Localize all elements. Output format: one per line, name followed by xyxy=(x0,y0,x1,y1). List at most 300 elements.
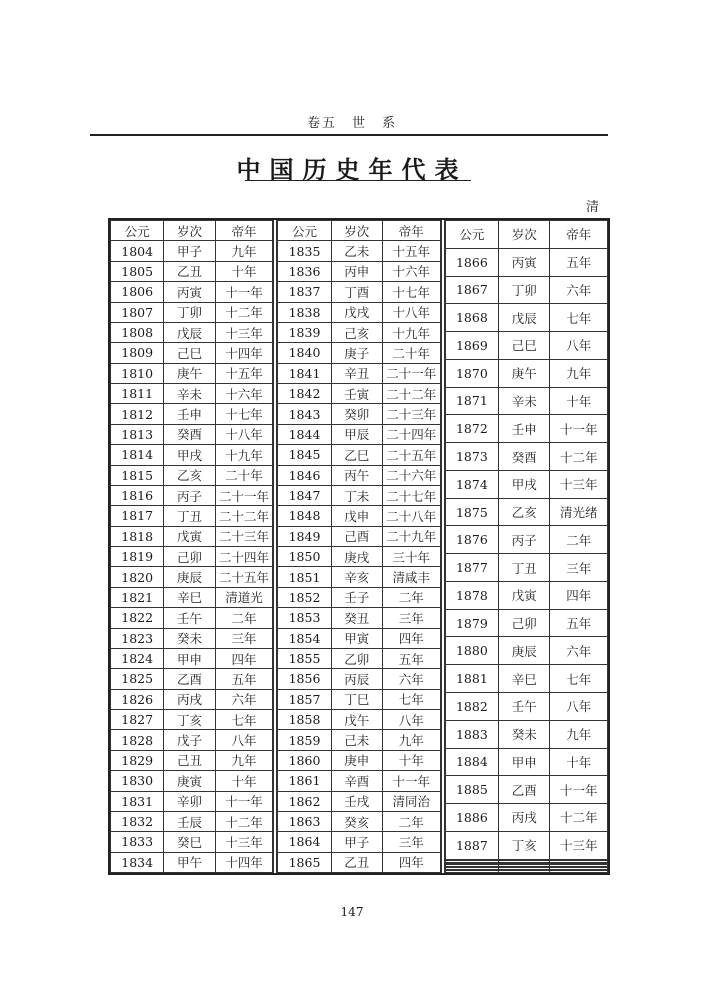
sui-cell: 甲申 xyxy=(164,648,215,668)
reign-cell: 十三年 xyxy=(550,470,608,498)
sui-cell: 戊申 xyxy=(331,506,382,526)
table-row xyxy=(278,791,440,811)
table-row xyxy=(445,526,607,554)
reign-cell: 十一年 xyxy=(550,415,608,443)
year-cell: 1807 xyxy=(111,302,164,322)
year-cell: 1872 xyxy=(445,415,498,443)
reign-cell: 十五年 xyxy=(215,363,273,383)
sui-cell: 甲子 xyxy=(164,241,215,261)
reign-cell: 六年 xyxy=(550,276,608,304)
table-row xyxy=(278,343,440,363)
table-row xyxy=(278,771,440,791)
chronology-table xyxy=(108,218,610,875)
reign-cell: 三年 xyxy=(550,554,608,582)
column-header: 帝年 xyxy=(382,221,440,241)
table-row xyxy=(445,498,607,526)
column-header: 公元 xyxy=(445,221,498,249)
table-row xyxy=(111,730,273,750)
reign-cell: 二十四年 xyxy=(382,424,440,444)
year-cell: 1869 xyxy=(445,332,498,360)
year-cell: 1819 xyxy=(111,547,164,567)
sui-cell: 癸卯 xyxy=(331,404,382,424)
sui-cell: 甲戌 xyxy=(164,445,215,465)
year-cell: 1808 xyxy=(111,322,164,342)
sui-cell: 乙亥 xyxy=(499,498,550,526)
year-cell: 1868 xyxy=(445,304,498,332)
table-row xyxy=(278,730,440,750)
reign-cell: 四年 xyxy=(382,852,440,872)
sui-cell: 壬午 xyxy=(499,693,550,721)
sui-cell: 庚午 xyxy=(164,363,215,383)
year-cell: 1877 xyxy=(445,554,498,582)
reign-cell: 十六年 xyxy=(382,261,440,281)
sui-cell: 乙丑 xyxy=(164,261,215,281)
sui-cell: 戊辰 xyxy=(499,304,550,332)
column-header: 帝年 xyxy=(215,221,273,241)
sui-cell: 戊子 xyxy=(164,730,215,750)
year-cell: 1809 xyxy=(111,343,164,363)
reign-cell: 五年 xyxy=(550,248,608,276)
table-row xyxy=(278,485,440,505)
table-row xyxy=(111,485,273,505)
table-row xyxy=(278,465,440,485)
reign-cell: 十二年 xyxy=(215,811,273,831)
table-row xyxy=(278,811,440,831)
year-cell: 1830 xyxy=(111,771,164,791)
reign-cell: 九年 xyxy=(550,359,608,387)
year-cell: 1851 xyxy=(278,567,331,587)
reign-cell: 二年 xyxy=(215,608,273,628)
reign-cell: 清光绪 xyxy=(550,498,608,526)
sui-cell: 壬戌 xyxy=(331,791,382,811)
sui-cell: 乙卯 xyxy=(331,648,382,668)
table-row xyxy=(445,748,607,776)
year-cell xyxy=(445,871,498,873)
reign-cell: 十九年 xyxy=(215,445,273,465)
year-cell: 1826 xyxy=(111,689,164,709)
reign-cell: 二十九年 xyxy=(382,526,440,546)
reign-cell: 十六年 xyxy=(215,384,273,404)
table-row xyxy=(111,852,273,872)
table-row xyxy=(278,669,440,689)
year-cell: 1811 xyxy=(111,384,164,404)
year-cell: 1817 xyxy=(111,506,164,526)
year-cell: 1832 xyxy=(111,811,164,831)
sui-cell: 丙午 xyxy=(331,465,382,485)
reign-cell: 十年 xyxy=(215,261,273,281)
year-cell: 1846 xyxy=(278,465,331,485)
sui-cell: 己丑 xyxy=(164,750,215,770)
column-header: 公元 xyxy=(278,221,331,241)
reign-cell: 八年 xyxy=(550,693,608,721)
reign-cell xyxy=(550,871,608,873)
table-row xyxy=(278,832,440,852)
table-row xyxy=(445,332,607,360)
table-row xyxy=(278,282,440,302)
table-row xyxy=(111,771,273,791)
table-row xyxy=(445,720,607,748)
sui-cell: 甲寅 xyxy=(331,628,382,648)
year-cell: 1825 xyxy=(111,669,164,689)
table-row xyxy=(278,689,440,709)
table-row xyxy=(278,424,440,444)
reign-cell: 十三年 xyxy=(215,832,273,852)
table-row xyxy=(278,852,440,872)
table-row xyxy=(445,443,607,471)
reign-cell: 九年 xyxy=(215,750,273,770)
column-header: 岁次 xyxy=(164,221,215,241)
year-cell: 1850 xyxy=(278,547,331,567)
year-cell: 1866 xyxy=(445,248,498,276)
year-cell: 1862 xyxy=(278,791,331,811)
year-cell: 1867 xyxy=(445,276,498,304)
sui-cell: 戊寅 xyxy=(164,526,215,546)
dynasty-label: 清 xyxy=(586,200,600,215)
reign-cell: 清咸丰 xyxy=(382,567,440,587)
sui-cell: 己卯 xyxy=(164,547,215,567)
column-header: 岁次 xyxy=(331,221,382,241)
reign-cell: 二年 xyxy=(382,587,440,607)
table-row xyxy=(111,567,273,587)
year-cell: 1823 xyxy=(111,628,164,648)
table-row xyxy=(445,470,607,498)
reign-cell: 十四年 xyxy=(215,852,273,872)
sui-cell: 己巳 xyxy=(499,332,550,360)
sui-cell: 壬午 xyxy=(164,608,215,628)
page-number: 147 xyxy=(340,905,364,919)
year-cell: 1871 xyxy=(445,387,498,415)
table-row xyxy=(111,587,273,607)
reign-cell: 二十五年 xyxy=(215,567,273,587)
year-cell: 1805 xyxy=(111,261,164,281)
table-row xyxy=(278,526,440,546)
year-cell: 1855 xyxy=(278,648,331,668)
sui-cell: 庚戌 xyxy=(331,547,382,567)
reign-cell: 四年 xyxy=(382,628,440,648)
sui-cell: 乙丑 xyxy=(331,852,382,872)
year-cell: 1883 xyxy=(445,720,498,748)
year-cell: 1865 xyxy=(278,852,331,872)
page-title: 中国历史年代表 xyxy=(236,155,468,184)
year-cell: 1885 xyxy=(445,776,498,804)
table-row xyxy=(278,648,440,668)
table-row xyxy=(278,710,440,730)
year-cell: 1831 xyxy=(111,791,164,811)
sui-cell: 辛巳 xyxy=(499,665,550,693)
table-row xyxy=(111,465,273,485)
year-cell: 1842 xyxy=(278,384,331,404)
table-row xyxy=(111,832,273,852)
year-cell: 1873 xyxy=(445,443,498,471)
year-cell: 1840 xyxy=(278,343,331,363)
year-cell: 1835 xyxy=(278,241,331,261)
sui-cell: 庚午 xyxy=(499,359,550,387)
year-cell: 1854 xyxy=(278,628,331,648)
year-cell: 1858 xyxy=(278,710,331,730)
table-row xyxy=(278,241,440,261)
year-cell: 1829 xyxy=(111,750,164,770)
table-row xyxy=(278,261,440,281)
column-header: 帝年 xyxy=(550,221,608,249)
year-cell: 1852 xyxy=(278,587,331,607)
table-row xyxy=(111,445,273,465)
sui-cell: 丁亥 xyxy=(499,831,550,859)
column-header: 岁次 xyxy=(499,221,550,249)
table-row xyxy=(445,637,607,665)
reign-cell: 二十五年 xyxy=(382,445,440,465)
year-cell: 1881 xyxy=(445,665,498,693)
reign-cell: 清道光 xyxy=(215,587,273,607)
year-cell: 1820 xyxy=(111,567,164,587)
reign-cell: 二十七年 xyxy=(382,485,440,505)
table-row xyxy=(278,506,440,526)
year-cell: 1816 xyxy=(111,485,164,505)
table-row xyxy=(278,628,440,648)
year-cell: 1857 xyxy=(278,689,331,709)
sui-cell: 甲戌 xyxy=(499,470,550,498)
sui-cell: 辛未 xyxy=(499,387,550,415)
table-row xyxy=(445,776,607,804)
year-cell: 1853 xyxy=(278,608,331,628)
reign-cell: 二十年 xyxy=(215,465,273,485)
year-cell: 1864 xyxy=(278,832,331,852)
sui-cell: 壬子 xyxy=(331,587,382,607)
reign-cell: 七年 xyxy=(550,665,608,693)
reign-cell: 二十三年 xyxy=(215,526,273,546)
sui-cell: 戊戌 xyxy=(331,302,382,322)
header-rule xyxy=(90,134,608,136)
reign-cell: 八年 xyxy=(215,730,273,750)
reign-cell: 十三年 xyxy=(215,322,273,342)
reign-cell: 二十一年 xyxy=(215,485,273,505)
reign-cell: 七年 xyxy=(382,689,440,709)
sui-cell: 戊辰 xyxy=(164,322,215,342)
year-cell: 1861 xyxy=(278,771,331,791)
sui-cell: 己亥 xyxy=(331,322,382,342)
year-cell: 1875 xyxy=(445,498,498,526)
table-row xyxy=(278,404,440,424)
reign-cell: 三十年 xyxy=(382,547,440,567)
table-row xyxy=(445,276,607,304)
year-cell: 1812 xyxy=(111,404,164,424)
year-cell: 1856 xyxy=(278,669,331,689)
sui-cell: 丁酉 xyxy=(331,282,382,302)
reign-cell: 二年 xyxy=(550,526,608,554)
reign-cell: 十七年 xyxy=(215,404,273,424)
reign-cell: 二十年 xyxy=(382,343,440,363)
reign-cell: 二十六年 xyxy=(382,465,440,485)
reign-cell: 八年 xyxy=(382,710,440,730)
reign-cell: 十年 xyxy=(550,387,608,415)
sui-cell: 丁亥 xyxy=(164,710,215,730)
table-row xyxy=(278,322,440,342)
year-cell: 1833 xyxy=(111,832,164,852)
year-cell: 1884 xyxy=(445,748,498,776)
year-cell: 1848 xyxy=(278,506,331,526)
reign-cell: 十三年 xyxy=(550,831,608,859)
reign-cell: 十一年 xyxy=(550,776,608,804)
sui-cell: 辛巳 xyxy=(164,587,215,607)
sui-cell: 戊午 xyxy=(331,710,382,730)
reign-cell: 二十二年 xyxy=(215,506,273,526)
reign-cell: 七年 xyxy=(550,304,608,332)
year-cell: 1806 xyxy=(111,282,164,302)
year-cell: 1887 xyxy=(445,831,498,859)
table-row xyxy=(111,404,273,424)
sui-cell: 庚寅 xyxy=(164,771,215,791)
sui-cell: 乙巳 xyxy=(331,445,382,465)
sui-cell: 戊寅 xyxy=(499,581,550,609)
table-row xyxy=(111,363,273,383)
year-cell: 1859 xyxy=(278,730,331,750)
year-cell: 1844 xyxy=(278,424,331,444)
reign-cell: 十二年 xyxy=(550,443,608,471)
year-cell: 1836 xyxy=(278,261,331,281)
reign-cell: 三年 xyxy=(382,832,440,852)
header-row xyxy=(111,221,273,241)
year-cell: 1810 xyxy=(111,363,164,383)
year-cell: 1804 xyxy=(111,241,164,261)
running-head: 卷五 世 系 xyxy=(306,116,397,131)
sui-cell: 壬申 xyxy=(164,404,215,424)
year-cell: 1834 xyxy=(111,852,164,872)
sui-cell: 辛酉 xyxy=(331,771,382,791)
reign-cell: 十一年 xyxy=(382,771,440,791)
table-row xyxy=(111,648,273,668)
reign-cell: 三年 xyxy=(382,608,440,628)
sui-cell: 壬辰 xyxy=(164,811,215,831)
table-row xyxy=(278,445,440,465)
sui-cell: 甲辰 xyxy=(331,424,382,444)
sui-cell: 丁卯 xyxy=(499,276,550,304)
sui-cell: 庚子 xyxy=(331,343,382,363)
sui-cell: 己未 xyxy=(331,730,382,750)
reign-cell: 十年 xyxy=(550,748,608,776)
table-row xyxy=(445,387,607,415)
year-cell: 1824 xyxy=(111,648,164,668)
table-row xyxy=(111,608,273,628)
year-cell: 1828 xyxy=(111,730,164,750)
reign-cell: 十五年 xyxy=(382,241,440,261)
sui-cell: 乙未 xyxy=(331,241,382,261)
reign-cell: 三年 xyxy=(215,628,273,648)
table-row xyxy=(278,384,440,404)
reign-cell: 六年 xyxy=(550,637,608,665)
table-row xyxy=(111,302,273,322)
sui-cell: 己卯 xyxy=(499,609,550,637)
year-cell: 1822 xyxy=(111,608,164,628)
reign-cell: 十二年 xyxy=(550,804,608,832)
year-cell: 1870 xyxy=(445,359,498,387)
table-row xyxy=(111,811,273,831)
sui-cell: 癸丑 xyxy=(331,608,382,628)
column-header: 公元 xyxy=(111,221,164,241)
sui-cell: 壬申 xyxy=(499,415,550,443)
year-cell: 1837 xyxy=(278,282,331,302)
sui-cell: 癸亥 xyxy=(331,811,382,831)
year-cell: 1827 xyxy=(111,710,164,730)
reign-cell: 六年 xyxy=(215,689,273,709)
reign-cell: 十七年 xyxy=(382,282,440,302)
reign-cell: 二十八年 xyxy=(382,506,440,526)
year-cell: 1880 xyxy=(445,637,498,665)
reign-cell: 四年 xyxy=(215,648,273,668)
reign-cell: 五年 xyxy=(215,669,273,689)
reign-cell: 六年 xyxy=(382,669,440,689)
table-row xyxy=(445,665,607,693)
sui-cell: 甲子 xyxy=(331,832,382,852)
table-row xyxy=(111,424,273,444)
sui-cell: 己酉 xyxy=(331,526,382,546)
table-row xyxy=(445,871,607,873)
table-row xyxy=(445,248,607,276)
year-cell: 1838 xyxy=(278,302,331,322)
table-row xyxy=(278,567,440,587)
sui-cell: 丁巳 xyxy=(331,689,382,709)
sui-cell: 丙申 xyxy=(331,261,382,281)
table-row xyxy=(111,261,273,281)
sui-cell: 丁未 xyxy=(331,485,382,505)
sui-cell xyxy=(499,871,550,873)
reign-cell: 十九年 xyxy=(382,322,440,342)
reign-cell: 九年 xyxy=(382,730,440,750)
sui-cell: 癸酉 xyxy=(499,443,550,471)
sui-cell: 甲午 xyxy=(164,852,215,872)
header-row xyxy=(278,221,440,241)
table-block-3 xyxy=(445,220,608,873)
year-cell: 1814 xyxy=(111,445,164,465)
table-row xyxy=(445,831,607,859)
table-row xyxy=(445,304,607,332)
reign-cell: 清同治 xyxy=(382,791,440,811)
reign-cell: 二十三年 xyxy=(382,404,440,424)
year-cell: 1878 xyxy=(445,581,498,609)
table-row xyxy=(111,384,273,404)
table-row xyxy=(111,322,273,342)
table-row xyxy=(111,750,273,770)
reign-cell: 十年 xyxy=(382,750,440,770)
table-row xyxy=(111,710,273,730)
title-underline xyxy=(245,180,471,181)
sui-cell: 乙亥 xyxy=(164,465,215,485)
sui-cell: 甲申 xyxy=(499,748,550,776)
sui-cell: 丙寅 xyxy=(499,248,550,276)
year-cell: 1839 xyxy=(278,322,331,342)
reign-cell: 十年 xyxy=(215,771,273,791)
reign-cell: 十一年 xyxy=(215,282,273,302)
reign-cell: 二十二年 xyxy=(382,384,440,404)
table-row xyxy=(278,750,440,770)
table-row xyxy=(111,547,273,567)
table-row xyxy=(111,506,273,526)
table-row xyxy=(445,581,607,609)
sui-cell: 丁卯 xyxy=(164,302,215,322)
sui-cell: 辛卯 xyxy=(164,791,215,811)
sui-cell: 丙辰 xyxy=(331,669,382,689)
reign-cell: 十四年 xyxy=(215,343,273,363)
table-row xyxy=(111,343,273,363)
table-block-1 xyxy=(110,220,273,873)
year-cell: 1821 xyxy=(111,587,164,607)
reign-cell: 五年 xyxy=(550,609,608,637)
sui-cell: 壬寅 xyxy=(331,384,382,404)
sui-cell: 癸未 xyxy=(499,720,550,748)
table-row xyxy=(111,526,273,546)
table-row xyxy=(111,669,273,689)
table-row xyxy=(278,608,440,628)
sui-cell: 庚申 xyxy=(331,750,382,770)
sui-cell: 癸未 xyxy=(164,628,215,648)
